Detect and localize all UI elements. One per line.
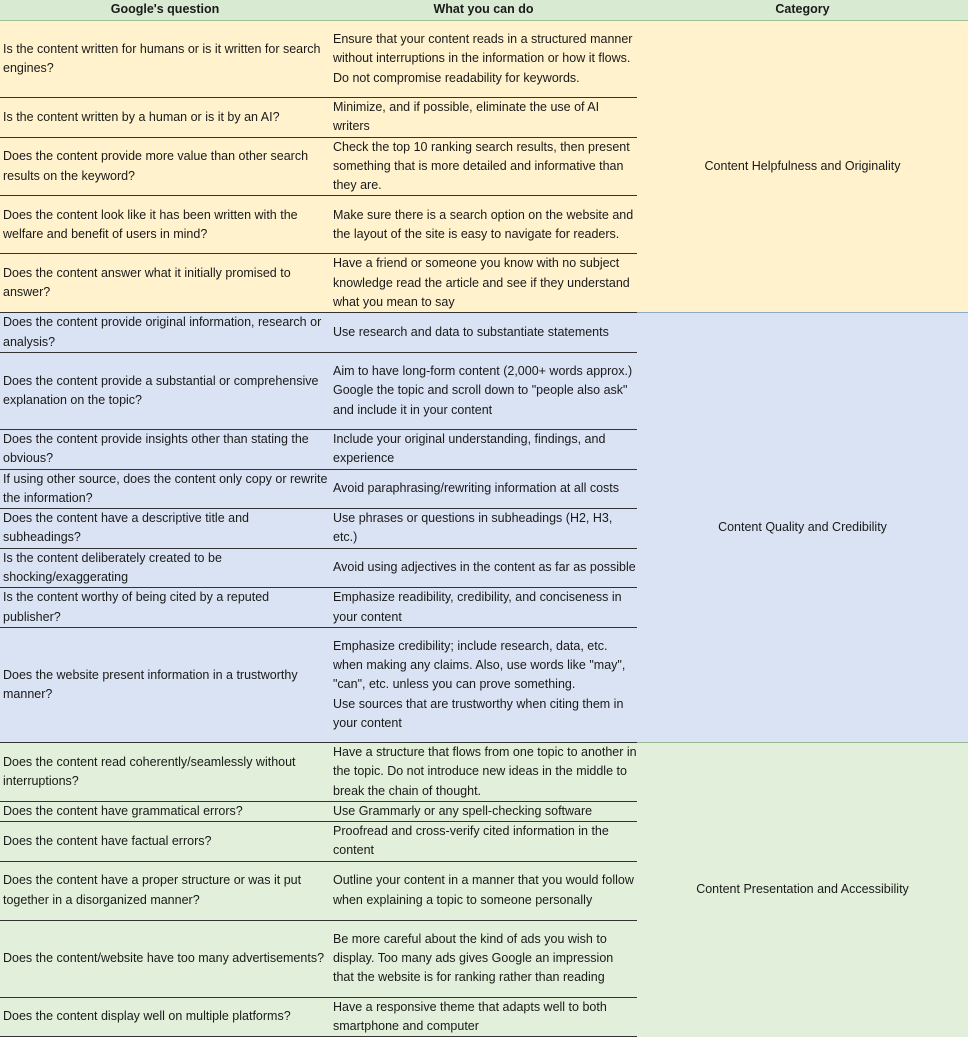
question-cell: Does the content provide insights other than stating the obvious?: [0, 429, 330, 469]
action-cell: Outline your content in a manner that you would follow when explaining a topic to someone personally: [330, 861, 637, 920]
header-google-question: Google's question: [0, 0, 330, 21]
table-row: [0, 313, 968, 353]
action-cell: Be more careful about the kind of ads you wish to display. Too many ads gives Google an impression that the website is for ranking rather than reading: [330, 920, 637, 997]
action-cell: Have a structure that flows from one topic to another in the topic. Do not introduce new ideas in the middle to break the chain of thought.: [330, 742, 637, 801]
action-cell: Use research and data to substantiate statements: [330, 313, 637, 353]
question-cell: Does the content provide a substantial or comprehensive explanation on the topic?: [0, 352, 330, 429]
question-cell: Does the website present information in a trustworthy manner?: [0, 627, 330, 742]
action-cell: Use phrases or questions in subheadings (H2, H3, etc.): [330, 509, 637, 549]
action-cell: Emphasize credibility; include research, data, etc. when making any claims. Also, use words like "may", "can", etc. unless you can prove something. Use sources that are trustworthy when citing them in your content: [330, 627, 637, 742]
question-cell: Is the content written by a human or is it by an AI?: [0, 98, 330, 138]
question-cell: Does the content have factual errors?: [0, 822, 330, 862]
action-cell: Emphasize readibility, credibility, and conciseness in your content: [330, 588, 637, 628]
category-cell: Content Helpfulness and Originality: [637, 21, 968, 313]
header-what-you-can-do: What you can do: [330, 0, 637, 21]
question-cell: Is the content worthy of being cited by a reputed publisher?: [0, 588, 330, 628]
header-row: [0, 0, 968, 21]
question-cell: Does the content provide original information, research or analysis?: [0, 313, 330, 353]
question-cell: If using other source, does the content only copy or rewrite the information?: [0, 469, 330, 509]
question-cell: Does the content answer what it initially promised to answer?: [0, 254, 330, 313]
action-cell: Have a responsive theme that adapts well to both smartphone and computer: [330, 997, 637, 1037]
action-cell: Have a friend or someone you know with no subject knowledge read the article and see if they understand what you mean to say: [330, 254, 637, 313]
header-category: Category: [637, 0, 968, 21]
table-body: [0, 21, 968, 1037]
question-cell: Does the content display well on multiple platforms?: [0, 997, 330, 1037]
table-row: [0, 21, 968, 98]
question-cell: Does the content provide more value than other search results on the keyword?: [0, 137, 330, 196]
question-cell: Does the content have a descriptive title and subheadings?: [0, 509, 330, 549]
action-cell: Proofread and cross-verify cited information in the content: [330, 822, 637, 862]
question-cell: Does the content have grammatical errors?: [0, 801, 330, 821]
action-cell: Aim to have long-form content (2,000+ words approx.) Google the topic and scroll down to "people also ask" and include it in your content: [330, 352, 637, 429]
table-row: [0, 742, 968, 801]
question-cell: Does the content read coherently/seamlessly without interruptions?: [0, 742, 330, 801]
action-cell: Make sure there is a search option on the website and the layout of the site is easy to navigate for readers.: [330, 196, 637, 254]
action-cell: Use Grammarly or any spell-checking software: [330, 801, 637, 821]
action-cell: Minimize, and if possible, eliminate the use of AI writers: [330, 98, 637, 138]
action-cell: Check the top 10 ranking search results, then present something that is more detailed and informative than they are.: [330, 137, 637, 196]
question-cell: Does the content/website have too many advertisements?: [0, 920, 330, 997]
question-cell: Does the content have a proper structure or was it put together in a disorganized manner?: [0, 861, 330, 920]
question-cell: Is the content deliberately created to be shocking/exaggerating: [0, 548, 330, 588]
action-cell: Ensure that your content reads in a structured manner without interruptions in the information or how it flows. Do not compromise readability for keywords.: [330, 21, 637, 98]
action-cell: Include your original understanding, findings, and experience: [330, 429, 637, 469]
question-cell: Is the content written for humans or is it written for search engines?: [0, 21, 330, 98]
category-cell: Content Presentation and Accessibility: [637, 742, 968, 1036]
action-cell: Avoid using adjectives in the content as far as possible: [330, 548, 637, 588]
category-cell: Content Quality and Credibility: [637, 313, 968, 743]
action-cell: Avoid paraphrasing/rewriting information at all costs: [330, 469, 637, 509]
question-cell: Does the content look like it has been written with the welfare and benefit of users in mind?: [0, 196, 330, 254]
